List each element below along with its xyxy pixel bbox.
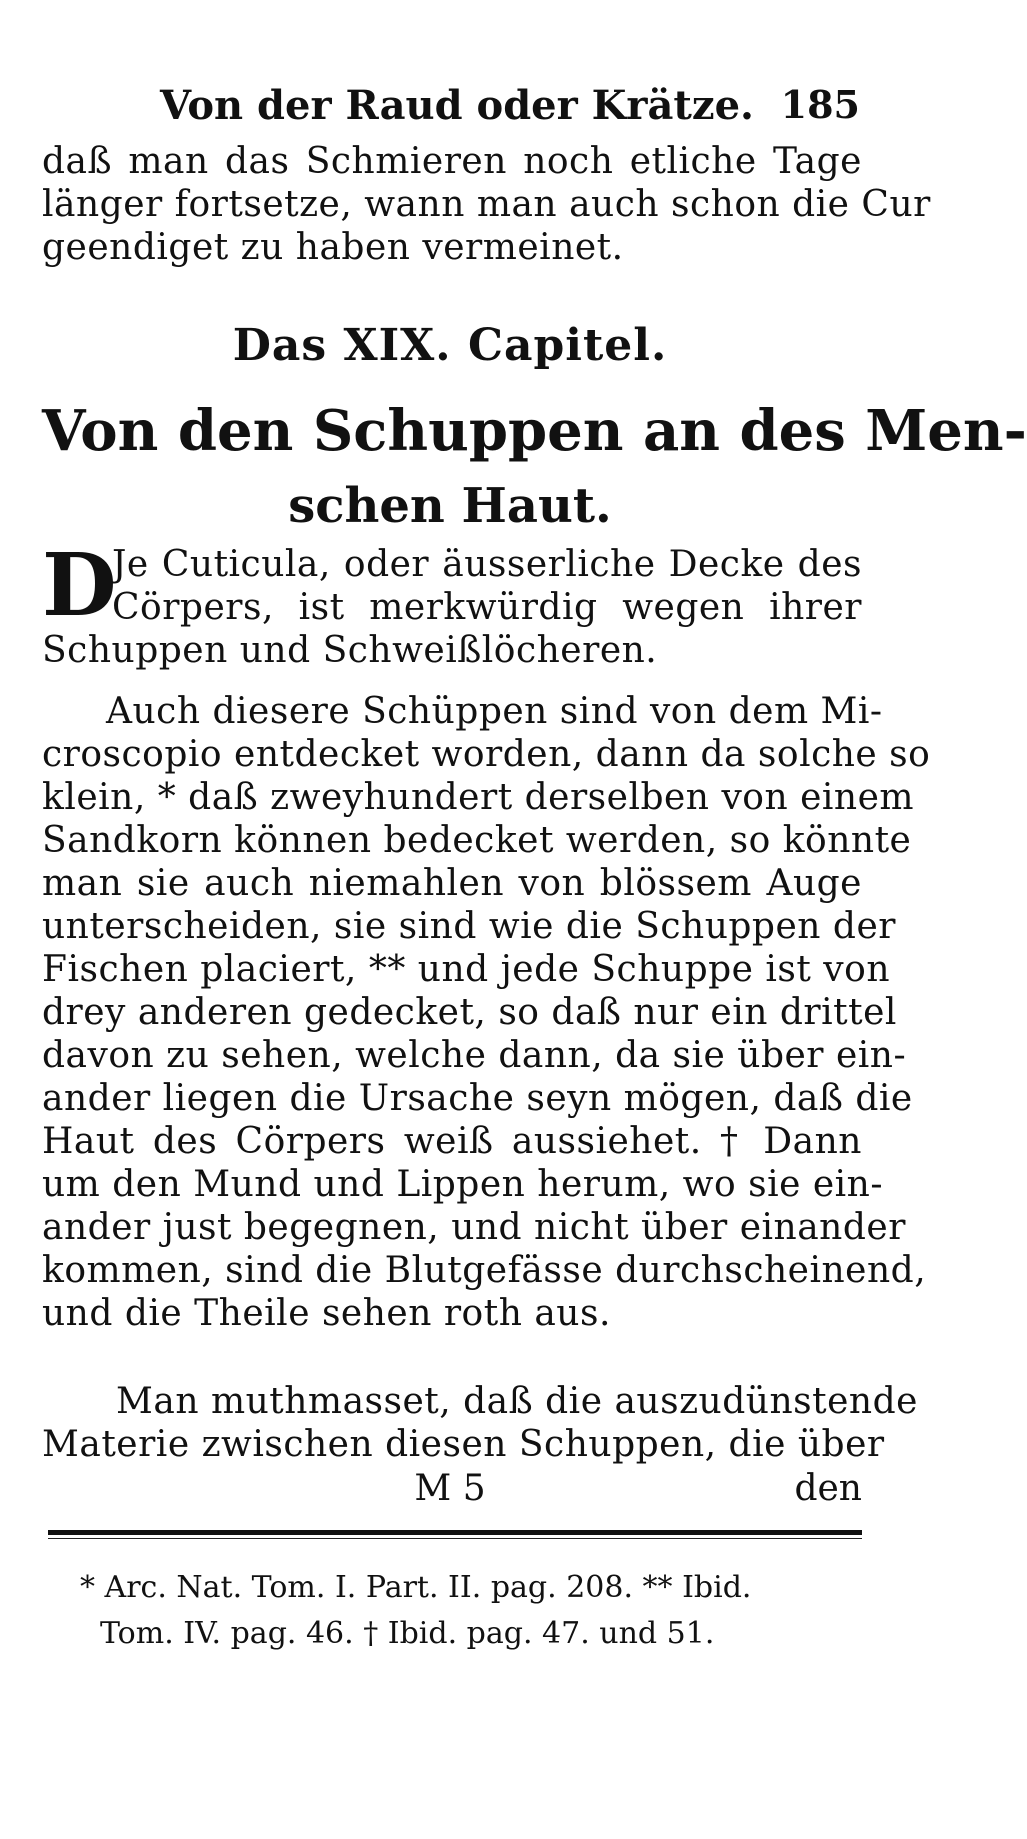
footnote-rule-thin [48,1538,862,1539]
text-line: drey anderen gedecket, so daß nur ein drittel [42,992,897,1033]
text-line: Cörpers, ist merkwürdig wegen ihrer [112,587,862,628]
text-line: kommen, sind die Blutgefässe durchscheinend, [42,1250,927,1291]
text-line: klein, * daß zweyhundert derselben von einem [42,777,915,818]
catchword: den [794,1468,862,1509]
text-line: davon zu sehen, welche dann, da sie über ein- [42,1035,907,1076]
chapter-label: Das XIX. Capitel. [232,320,668,371]
drop-cap: D [42,535,117,636]
text-line: man sie auch niemahlen von blössem Auge [42,863,862,904]
text-line: Fischen placiert, ** und jede Schuppe ist von [42,949,891,990]
text-line: ander just begegnen, und nicht über einander [42,1207,906,1248]
text-line: und die Theile sehen roth aus. [42,1293,611,1334]
chapter-title-line-1: Von den Schuppen an des Men- [42,398,1027,464]
text-line: Haut des Cörpers weiß aussiehet. † Dann [42,1121,862,1162]
page-header [150,82,860,142]
text-line: geendiget zu haben vermeinet. [42,227,624,268]
text-line: Materie zwischen diesen Schuppen, die über [42,1424,885,1465]
text-line: um den Mund und Lippen herum, wo sie ein- [42,1164,884,1205]
paragraph-2 [42,690,931,1335]
chapter-title-line-2: schen Haut. [288,478,612,534]
text-line: daß man das Schmieren noch etliche Tage [42,141,862,182]
text-line: Je Cuticula, oder äusserliche Decke des [112,544,862,585]
text-line: länger fortsetze, wann man auch schon die Cur [42,184,931,225]
carryover-paragraph [42,140,931,269]
footnotes [80,1565,862,1657]
running-head: Von der Raud oder Krätze. [160,82,754,129]
footnote-rule [48,1530,862,1535]
paragraph-1 [42,535,862,672]
text-line: Auch diesere Schüppen sind von dem Mi- [106,691,883,732]
text-line: Schuppen und Schweißlöcheren. [42,630,658,671]
paragraph-3 [42,1380,918,1466]
page-number: 185 [780,82,860,127]
text-line: ander liegen die Ursache seyn mögen, daß die [42,1078,913,1119]
footnote-line: * Arc. Nat. Tom. I. Part. II. pag. 208. ** Ibid. [80,1570,752,1605]
text-line: unterscheiden, sie sind wie die Schuppen der [42,906,896,947]
signature-mark: M 5 [414,1468,486,1509]
text-line: croscopio entdecket worden, dann da solche so [42,734,931,775]
footnote-line: Tom. IV. pag. 46. † Ibid. pag. 47. und 51. [100,1616,715,1651]
text-line: Man muthmasset, daß die auszudünstende [116,1381,918,1422]
text-line: Sandkorn können bedecket werden, so könnte [42,820,912,861]
